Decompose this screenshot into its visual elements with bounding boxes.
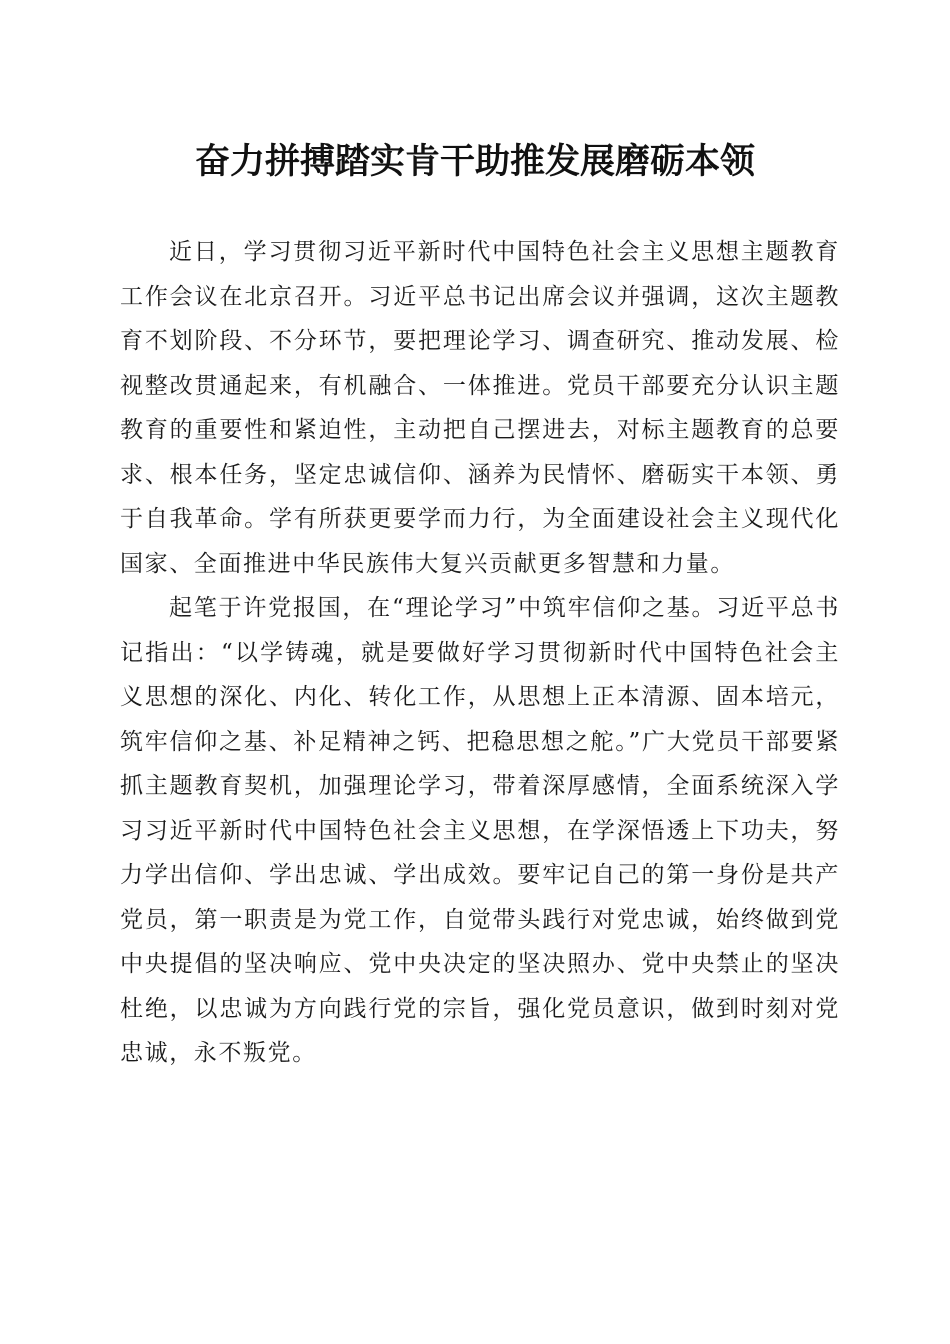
paragraph-2: 起笔于许党报国，在“理论学习”中筑牢信仰之基。习近平总书记指出：“以学铸魂，就是要做好学习贯彻新时代中国特色社会主义思想的深化、内化、转化工作，从思想上正本清源、固本培元，筑牢信仰之基、补足精神之钙、把稳思想之舵。”广大党员干部要紧抓主题教育契机，加强理论学习，带着深厚感情，全面系统深入学习习近平新时代中国特色社会主义思想，在学深悟透上下功夫，努力学出信仰、学出忠诚、学出成效。要牢记自己的第一身份是共产党员，第一职责是为党工作，自觉带头践行对党忠诚，始终做到党中央提倡的坚决响应、党中央决定的坚决照办、党中央禁止的坚决杜绝，以忠诚为方向践行党的宗旨，强化党员意识，做到时刻对党忠诚，永不叛党。: [120, 595, 840, 1066]
paragraph-1: 近日，学习贯彻习近平新时代中国特色社会主义思想主题教育工作会议在北京召开。习近平总书记出席会议并强调，这次主题教育不划阶段、不分环节，要把理论学习、调查研究、推动发展、检视整改贯通起来，有机融合、一体推进。党员干部要充分认识主题教育的重要性和紧迫性，主动把自己摆进去，对标主题教育的总要求、根本任务，坚定忠诚信仰、涵养为民情怀、磨砺实干本领、勇于自我革命。学有所获更要学而力行，为全面建设社会主义现代化国家、全面推进中华民族伟大复兴贡献更多智慧和力量。: [120, 239, 840, 577]
document-body: [120, 230, 840, 1076]
document-title: 奋力拼搏踏实肯干助推发展磨砺本领: [194, 141, 755, 182]
